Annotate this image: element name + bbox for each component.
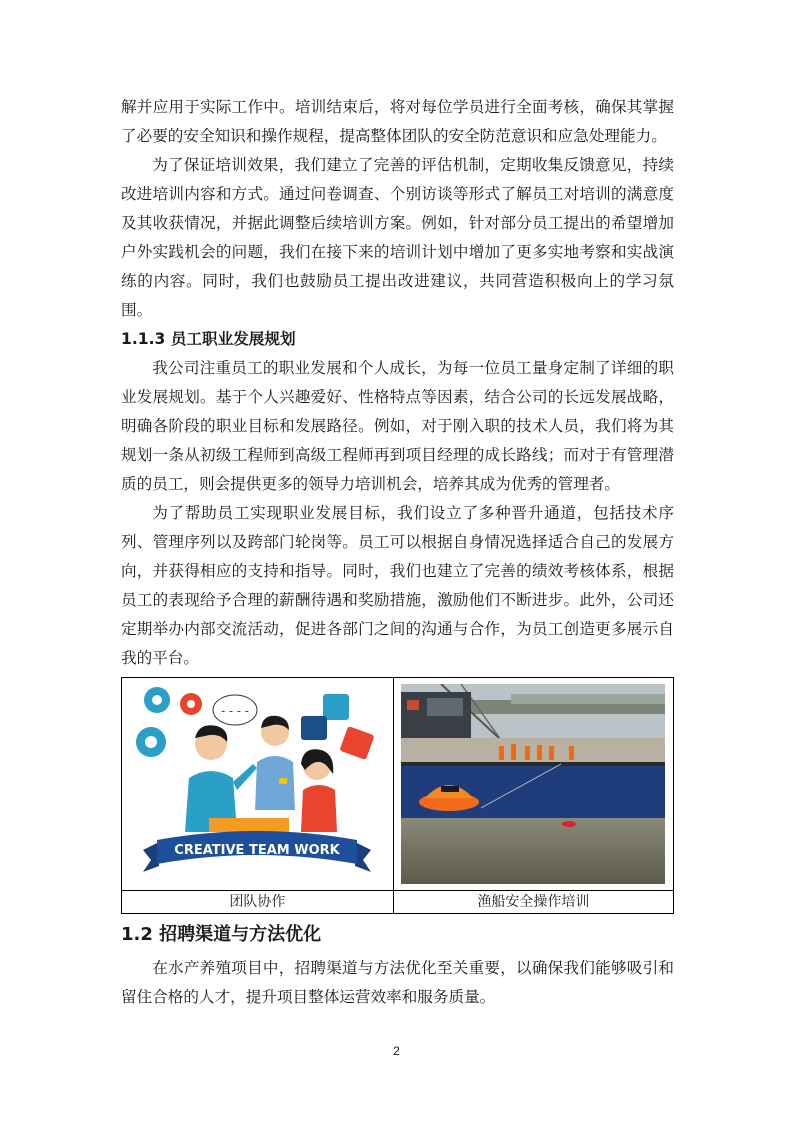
ship-image-cell	[393, 678, 673, 891]
paragraph-continued: 解并应用于实际工作中。培训结束后，将对每位学员进行全面考核，确保其掌握了必要的安全知识和操作规程，提高整体团队的安全防范意识和应急处理能力。	[121, 98, 674, 145]
puzzle-icon	[323, 694, 349, 720]
caption-ship-training: 渔船安全操作培训	[393, 891, 673, 914]
document-page	[121, 93, 674, 1012]
page-number: 2	[393, 1044, 400, 1058]
figure-table	[121, 677, 674, 914]
svg-text:- - - -: - - - -	[221, 704, 250, 718]
subsection-title: 1.1.3 员工职业发展规划	[121, 330, 296, 348]
banner-text: CREATIVE TEAM WORK	[174, 843, 341, 858]
paragraph-recruitment: 在水产养殖项目中，招聘渠道与方法优化至关重要，以确保我们能够吸引和留住合格的人才，提升项目整体运营效率和服务质量。	[121, 959, 674, 1006]
paragraph-promotion: 为了帮助员工实现职业发展目标，我们设立了多种晋升通道，包括技术序列、管理序列以及跨部门轮岗等。员工可以根据自身情况选择适合自己的发展方向，并获得相应的支持和指导。同时，我们也建立了完善的绩效考核体系，根据员工的表现给予合理的薪酬待遇和奖励措施，激励他们不断进步。此外，公司还定期举办内部交流活动，促进各部门之间的沟通与合作，为员工创造更多展示自我的平台。	[121, 504, 674, 667]
section-title: 1.2 招聘渠道与方法优化	[121, 924, 322, 945]
teamwork-image-cell	[122, 678, 394, 891]
caption-teamwork: 团队协作	[122, 891, 394, 914]
paragraph-career-plan: 我公司注重员工的职业发展和个人成长，为每一位员工量身定制了详细的职业发展规划。基于个人兴趣爱好、性格特点等因素，结合公司的长远发展战略，明确各阶段的职业目标和发展路径。例如，对于刚入职的技术人员，我们将为其规划一条从初级工程师到高级工程师再到项目经理的成长路线；而对于有管理潜质的员工，则会提供更多的领导力培训机会，培养其成为优秀的管理者。	[121, 359, 674, 493]
ship-training-photo	[401, 684, 665, 884]
teamwork-illustration	[129, 682, 385, 886]
paragraph-evaluation: 为了保证培训效果，我们建立了完善的评估机制，定期收集反馈意见，持续改进培训内容和方式。通过问卷调查、个别访谈等形式了解员工对培训的满意度及其收获情况，并据此调整后续培训方案。例如，针对部分员工提出的希望增加户外实践机会的问题，我们在接下来的培训计划中增加了更多实地考察和实战演练的内容。同时，我们也鼓励员工提出改进建议，共同营造积极向上的学习氛围。	[121, 156, 674, 319]
